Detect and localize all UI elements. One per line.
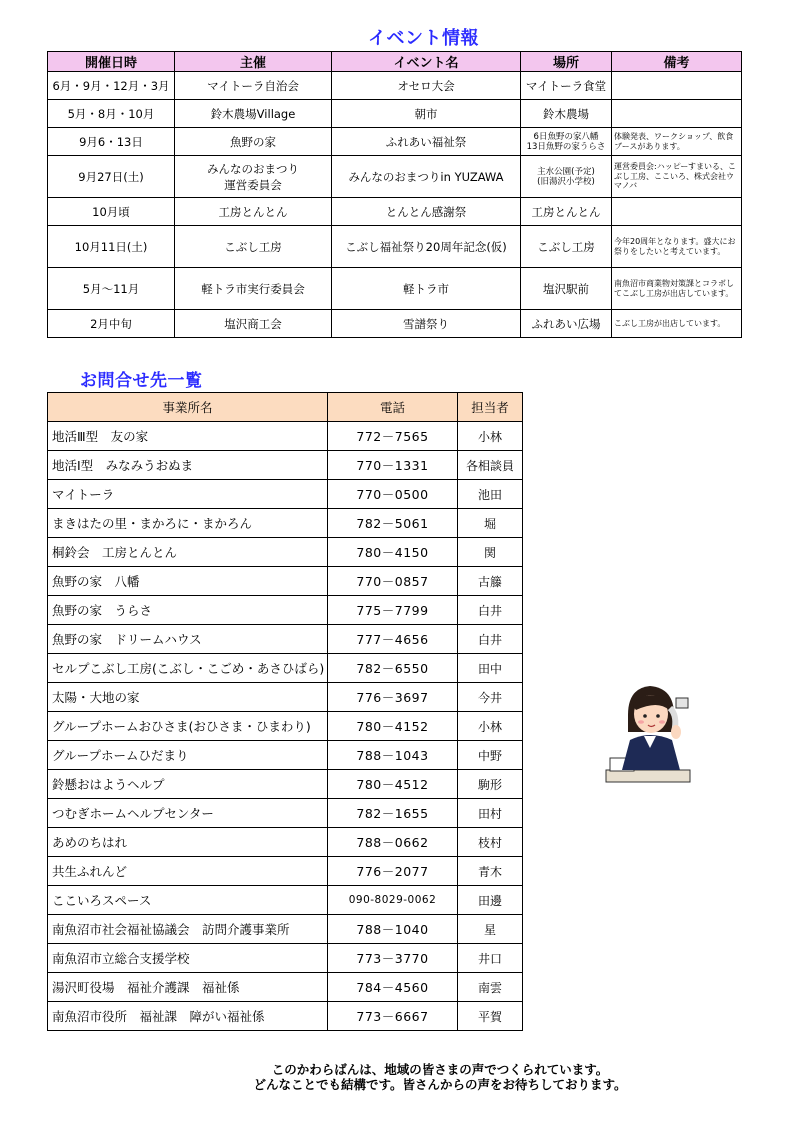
event-name-cell: 軽トラ市 xyxy=(332,268,521,310)
contact-phone-cell: 770－0857 xyxy=(328,567,458,596)
operator-woman-phone-icon xyxy=(600,670,700,785)
contact-phone-cell: 788－1040 xyxy=(328,915,458,944)
event-date-cell: 9月6・13日 xyxy=(48,128,175,156)
contact-name-cell: 南魚沼市立総合支援学校 xyxy=(48,944,328,973)
contact-phone-cell: 776－2077 xyxy=(328,857,458,886)
footer-line-2: どんなことでも結構です。皆さんからの声をお待ちしております。 xyxy=(253,1077,627,1092)
contact-row xyxy=(48,857,523,886)
event-date-cell: 2月中旬 xyxy=(48,310,175,338)
contact-person-cell: 小林 xyxy=(458,422,523,451)
contact-row xyxy=(48,567,523,596)
contact-name-cell: グループホームひだまり xyxy=(48,741,328,770)
event-row xyxy=(48,128,742,156)
contact-row xyxy=(48,741,523,770)
event-place-cell: 工房とんとん xyxy=(521,198,612,226)
contact-name-cell: セルプこぶし工房(こぶし・こごめ・あさひばら) xyxy=(48,654,328,683)
contact-section-title: お問合せ先一覧 xyxy=(80,371,203,391)
event-name-cell: みんなのおまつりin YUZAWA xyxy=(332,156,521,198)
event-note-cell: 運営委員会:ハッピーすまいる、こぶし工房、ここいろ、株式会社ウマノバ xyxy=(612,156,742,198)
event-note-cell xyxy=(612,72,742,100)
contact-row xyxy=(48,944,523,973)
event-place-cell: ふれあい広場 xyxy=(521,310,612,338)
event-place-cell: 6日魚野の家八幡 13日魚野の家うらさ xyxy=(521,128,612,156)
contact-phone-cell: 775－7799 xyxy=(328,596,458,625)
contact-name-cell: マイトーラ xyxy=(48,480,328,509)
event-note-cell: こぶし工房が出店しています。 xyxy=(612,310,742,338)
contact-name-cell: 太陽・大地の家 xyxy=(48,683,328,712)
event-date-cell: 9月27日(土) xyxy=(48,156,175,198)
event-header-name: イベント名 xyxy=(332,52,521,72)
event-place-cell: こぶし工房 xyxy=(521,226,612,268)
event-row xyxy=(48,226,742,268)
contact-person-cell: 白井 xyxy=(458,596,523,625)
event-header-date: 開催日時 xyxy=(48,52,175,72)
footer-line-1: このかわらばんは、地域の皆さまの声でつくられています。 xyxy=(271,1062,609,1077)
event-table xyxy=(47,51,742,338)
contact-phone-cell: 782－1655 xyxy=(328,799,458,828)
footer-message xyxy=(140,1062,740,1092)
event-header-note: 備考 xyxy=(612,52,742,72)
contact-name-cell: 地活Ⅲ型 友の家 xyxy=(48,422,328,451)
contact-person-cell: 田邊 xyxy=(458,886,523,915)
contact-phone-cell: 770－1331 xyxy=(328,451,458,480)
contact-phone-cell: 788－0662 xyxy=(328,828,458,857)
contact-row xyxy=(48,596,523,625)
contact-name-cell: ここいろスペース xyxy=(48,886,328,915)
contact-row xyxy=(48,915,523,944)
contact-phone-cell: 788－1043 xyxy=(328,741,458,770)
contact-name-cell: つむぎホームヘルプセンター xyxy=(48,799,328,828)
contact-row xyxy=(48,654,523,683)
event-section-title: イベント情報 xyxy=(368,28,479,49)
contact-name-cell: まきはたの里・まかろに・まかろん xyxy=(48,509,328,538)
contact-person-cell: 古籐 xyxy=(458,567,523,596)
contact-person-cell: 田村 xyxy=(458,799,523,828)
contact-row xyxy=(48,886,523,915)
contact-phone-cell: 780－4512 xyxy=(328,770,458,799)
contact-row xyxy=(48,422,523,451)
contact-row xyxy=(48,683,523,712)
contact-header-phone: 電話 xyxy=(328,393,458,422)
contact-person-cell: 青木 xyxy=(458,857,523,886)
contact-phone-cell: 782－6550 xyxy=(328,654,458,683)
contact-phone-cell: 770－0500 xyxy=(328,480,458,509)
event-note-cell: 今年20周年となります。盛大にお祭りをしたいと考えています。 xyxy=(612,226,742,268)
event-host-cell: 工房とんとん xyxy=(175,198,332,226)
event-host-cell: 塩沢商工会 xyxy=(175,310,332,338)
contact-name-cell: 南魚沼市社会福祉協議会 訪問介護事業所 xyxy=(48,915,328,944)
event-host-cell: 魚野の家 xyxy=(175,128,332,156)
event-row xyxy=(48,156,742,198)
event-place-cell: 主水公園(予定) (旧湯沢小学校) xyxy=(521,156,612,198)
contact-person-cell: 池田 xyxy=(458,480,523,509)
contact-name-cell: 湯沢町役場 福祉介護課 福祉係 xyxy=(48,973,328,1002)
contact-header-row xyxy=(48,393,523,422)
event-name-cell: とんとん感謝祭 xyxy=(332,198,521,226)
contact-name-cell: 魚野の家 うらさ xyxy=(48,596,328,625)
event-header-host: 主催 xyxy=(175,52,332,72)
event-row xyxy=(48,268,742,310)
event-name-cell: オセロ大会 xyxy=(332,72,521,100)
event-host-cell: こぶし工房 xyxy=(175,226,332,268)
contact-phone-cell: 784－4560 xyxy=(328,973,458,1002)
event-row xyxy=(48,72,742,100)
contact-person-cell: 星 xyxy=(458,915,523,944)
contact-row xyxy=(48,538,523,567)
contact-phone-cell: 780－4150 xyxy=(328,538,458,567)
contact-row xyxy=(48,625,523,654)
contact-row xyxy=(48,509,523,538)
contact-row xyxy=(48,973,523,1002)
contact-name-cell: 南魚沼市役所 福祉課 障がい福祉係 xyxy=(48,1002,328,1031)
contact-person-cell: 小林 xyxy=(458,712,523,741)
event-note-cell xyxy=(612,198,742,226)
event-host-cell: 軽トラ市実行委員会 xyxy=(175,268,332,310)
contact-name-cell: 共生ふれんど xyxy=(48,857,328,886)
contact-name-cell: 魚野の家 ドリームハウス xyxy=(48,625,328,654)
event-place-cell: 鈴木農場 xyxy=(521,100,612,128)
contact-person-cell: 田中 xyxy=(458,654,523,683)
contact-name-cell: 鈴懸おはようヘルプ xyxy=(48,770,328,799)
event-name-cell: こぶし福祉祭り20周年記念(仮) xyxy=(332,226,521,268)
event-name-cell: 朝市 xyxy=(332,100,521,128)
event-place-cell: マイトーラ食堂 xyxy=(521,72,612,100)
contact-row xyxy=(48,770,523,799)
event-place-cell: 塩沢駅前 xyxy=(521,268,612,310)
event-note-cell: 南魚沼市商業物対策課とコラボしてこぶし工房が出店しています。 xyxy=(612,268,742,310)
event-header-row xyxy=(48,52,742,72)
contact-row xyxy=(48,451,523,480)
contact-person-cell: 各相談員 xyxy=(458,451,523,480)
contact-name-cell: 魚野の家 八幡 xyxy=(48,567,328,596)
contact-phone-cell: 776－3697 xyxy=(328,683,458,712)
contact-person-cell: 枝村 xyxy=(458,828,523,857)
event-host-cell: みんなのおまつり 運営委員会 xyxy=(175,156,332,198)
event-header-place: 場所 xyxy=(521,52,612,72)
event-date-cell: 10月11日(土) xyxy=(48,226,175,268)
contact-row xyxy=(48,799,523,828)
contact-person-cell: 平賀 xyxy=(458,1002,523,1031)
contact-row xyxy=(48,712,523,741)
event-row xyxy=(48,310,742,338)
contact-person-cell: 今井 xyxy=(458,683,523,712)
contact-phone-cell: 777－4656 xyxy=(328,625,458,654)
contact-name-cell: 桐鈴会 工房とんとん xyxy=(48,538,328,567)
contact-phone-cell: 772－7565 xyxy=(328,422,458,451)
contact-person-cell: 中野 xyxy=(458,741,523,770)
contact-phone-cell: 773－6667 xyxy=(328,1002,458,1031)
event-note-cell: 体験発表、ワークショップ、飲食ブースがあります。 xyxy=(612,128,742,156)
contact-person-cell: 堀 xyxy=(458,509,523,538)
contact-row xyxy=(48,1002,523,1031)
contact-phone-cell: 780－4152 xyxy=(328,712,458,741)
event-name-cell: ふれあい福祉祭 xyxy=(332,128,521,156)
contact-name-cell: グループホームおひさま(おひさま・ひまわり) xyxy=(48,712,328,741)
contact-person-cell: 関 xyxy=(458,538,523,567)
event-date-cell: 5月～11月 xyxy=(48,268,175,310)
event-date-cell: 10月頃 xyxy=(48,198,175,226)
event-date-cell: 5月・8月・10月 xyxy=(48,100,175,128)
contact-person-cell: 南雲 xyxy=(458,973,523,1002)
contact-header-person: 担当者 xyxy=(458,393,523,422)
event-date-cell: 6月・9月・12月・3月 xyxy=(48,72,175,100)
contact-row xyxy=(48,828,523,857)
event-name-cell: 雪譜祭り xyxy=(332,310,521,338)
contact-person-cell: 駒形 xyxy=(458,770,523,799)
contact-person-cell: 白井 xyxy=(458,625,523,654)
event-host-cell: マイトーラ自治会 xyxy=(175,72,332,100)
event-host-cell: 鈴木農場Village xyxy=(175,100,332,128)
contact-phone-cell: 090-8029-0062 xyxy=(328,886,458,915)
event-row xyxy=(48,198,742,226)
contact-phone-cell: 782－5061 xyxy=(328,509,458,538)
contact-phone-cell: 773－3770 xyxy=(328,944,458,973)
contact-name-cell: あめのちはれ xyxy=(48,828,328,857)
contact-table xyxy=(47,392,523,1031)
contact-person-cell: 井口 xyxy=(458,944,523,973)
event-row xyxy=(48,100,742,128)
contact-row xyxy=(48,480,523,509)
contact-header-name: 事業所名 xyxy=(48,393,328,422)
event-note-cell xyxy=(612,100,742,128)
contact-name-cell: 地活Ⅰ型 みなみうおぬま xyxy=(48,451,328,480)
